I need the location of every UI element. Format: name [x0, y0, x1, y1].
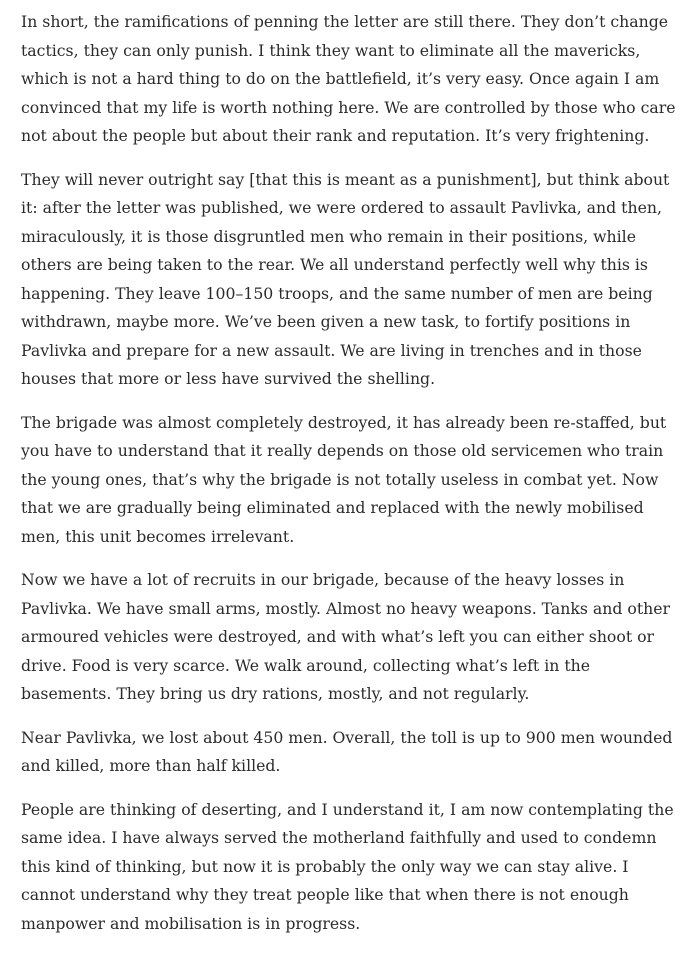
paragraph-5: Near Pavlivka, we lost about 450 men. Overall, the toll is up to 900 men wounded and killed, more than half killed. [21, 727, 673, 775]
paragraph-1: In short, the ramifications of penning the letter are still there. They don’t change tactics, they can only punish. I think they want to eliminate all the mavericks, which is not a hard thing to do on the battlefield, it’s very easy. Once again I am convinced that my life is worth nothing here. We are controlled by those who care not about the people but about their rank and reputation. It’s very frightening. [21, 12, 676, 145]
article-body [21, 8, 681, 953]
paragraph-2: They will never outright say [that this is meant as a punishment], but think about it: after the letter was published, we were ordered to assault Pavlivka, and then, miraculously, it is those disgruntled men who remain in their positions, while others are being taken to the rear. We all understand perfectly well why this is happening. They leave 100–150 troops, and the same number of men are being withdrawn, maybe more. We’ve been given a new task, to fortify positions in Pavlivka and prepare for a new assault. We are living in trenches and in those houses that more or less have survived the shelling. [21, 169, 670, 388]
paragraph-6: People are thinking of deserting, and I understand it, I am now contemplating the same idea. I have always served the motherland faithfully and used to condemn this kind of thinking, but now it is probably the only way we can stay alive. I cannot understand why they treat people like that when there is not enough manpower and mobilisation is in progress. [21, 799, 674, 933]
paragraph-3: The brigade was almost completely destroyed, it has already been re-staffed, but you have to understand that it really depends on those old servicemen who train the young ones, that’s why the brigade is not totally useless in combat yet. Now that we are gradually being eliminated and replaced with the newly mobilised men, this unit becomes irrelevant. [21, 412, 667, 546]
paragraph-4: Now we have a lot of recruits in our brigade, because of the heavy losses in Pavlivka. We have small arms, mostly. Almost no heavy weapons. Tanks and other armoured vehicles were destroyed, and with what’s left you can either shoot or drive. Food is very scarce. We walk around, collecting what’s left in the basements. They bring us dry rations, mostly, and not regularly. [21, 570, 671, 703]
